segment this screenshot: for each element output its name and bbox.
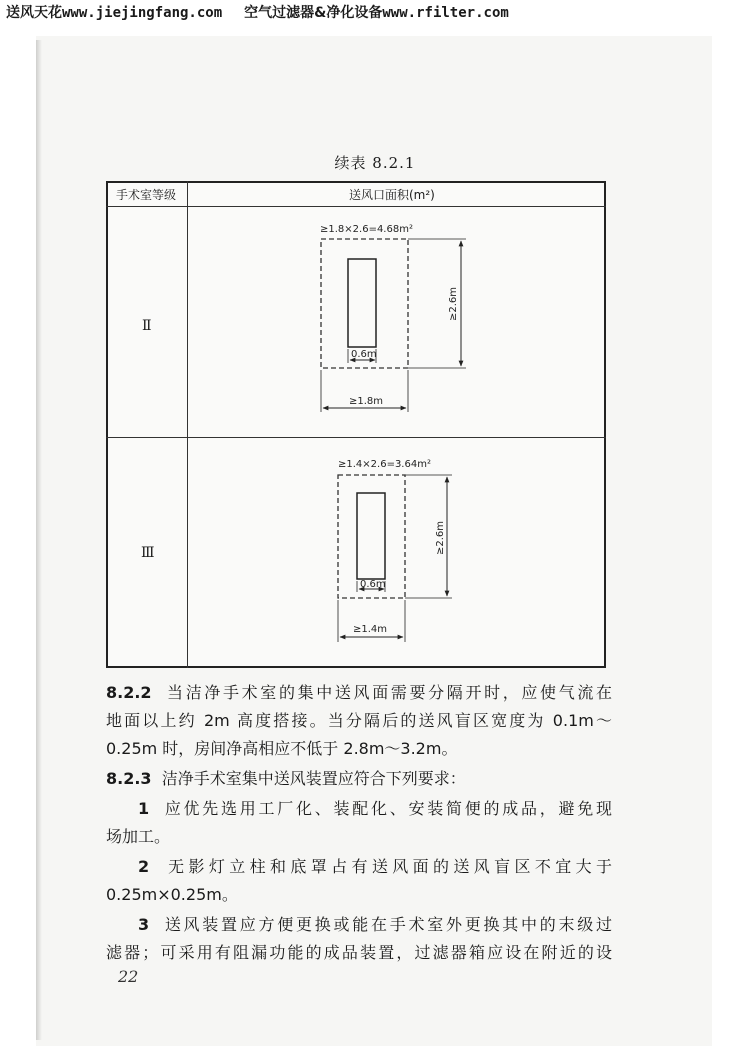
item-1-number: 1 [138,799,150,818]
page-number: 22 [118,967,139,986]
inner-label-ii: 0.6m [351,349,377,360]
item-3-number: 3 [138,915,150,934]
area-label-ii: ≥1.8×2.6=4.68m² [320,224,413,235]
grade-cell-ii: Ⅱ [142,318,152,334]
item-1-line-1: 1 应优先选用工厂化、装配化、安装简便的成品，避免现 [138,799,612,818]
item-2-line-2: 0.25m×0.25m。 [106,885,238,904]
item-3-line-2: 滤器；可采用有阻漏功能的成品装置，过滤器箱应设在附近的设 [106,943,612,962]
table-header-grade: 手术室等级 [116,188,177,202]
table-header-area: 送风口面积(m²) [349,188,435,202]
header-right-url[interactable]: www.rfilter.com [382,5,509,21]
clause-8-2-2-line-2: 地面以上约 2m 高度搭接。当分隔后的送风盲区宽度为 0.1m～ [106,711,612,730]
diagram-grade-ii [320,224,466,412]
item-2-line-1: 2 无影灯立柱和底罩占有送风面的送风盲区不宜大于 [138,857,612,876]
item-1-line-2: 场加工。 [106,827,171,846]
header-left-url[interactable]: www.jiejingfang.com [62,5,223,21]
clause-8-2-2-line-1: 8.2.2 当洁净手术室的集中送风面需要分隔开时，应使气流在 [106,683,612,702]
clause-8-2-2-line-3: 0.25m 时，房间净高相应不低于 2.8m～3.2m。 [106,739,458,758]
clause-8-2-3: 8.2.3 洁净手术室集中送风装置应符合下列要求： [106,769,466,788]
clause-number-8-2-3: 8.2.3 [106,769,152,788]
filter-box-iii [357,493,385,579]
height-label-ii: ≥2.6m [448,286,459,321]
clause-number-8-2-2: 8.2.2 [106,683,152,702]
grade-cell-iii: Ⅲ [141,545,155,561]
table-caption: 续表 8.2.1 [334,154,416,172]
header-right-title: 空气过滤器&净化设备 [244,5,383,21]
item-3-line-1: 3 送风装置应方便更换或能在手术室外更换其中的末级过 [138,915,612,934]
inner-label-iii: 0.6m [360,579,386,590]
height-label-iii: ≥2.6m [435,520,446,555]
header-left-title: 送风天花 [6,5,62,21]
filter-box-ii [348,259,376,347]
width-label-ii: ≥1.8m [349,396,384,407]
area-label-iii: ≥1.4×2.6=3.64m² [338,459,431,470]
item-2-number: 2 [138,857,150,876]
diagram-grade-iii [338,459,452,642]
width-label-iii: ≥1.4m [353,624,388,635]
